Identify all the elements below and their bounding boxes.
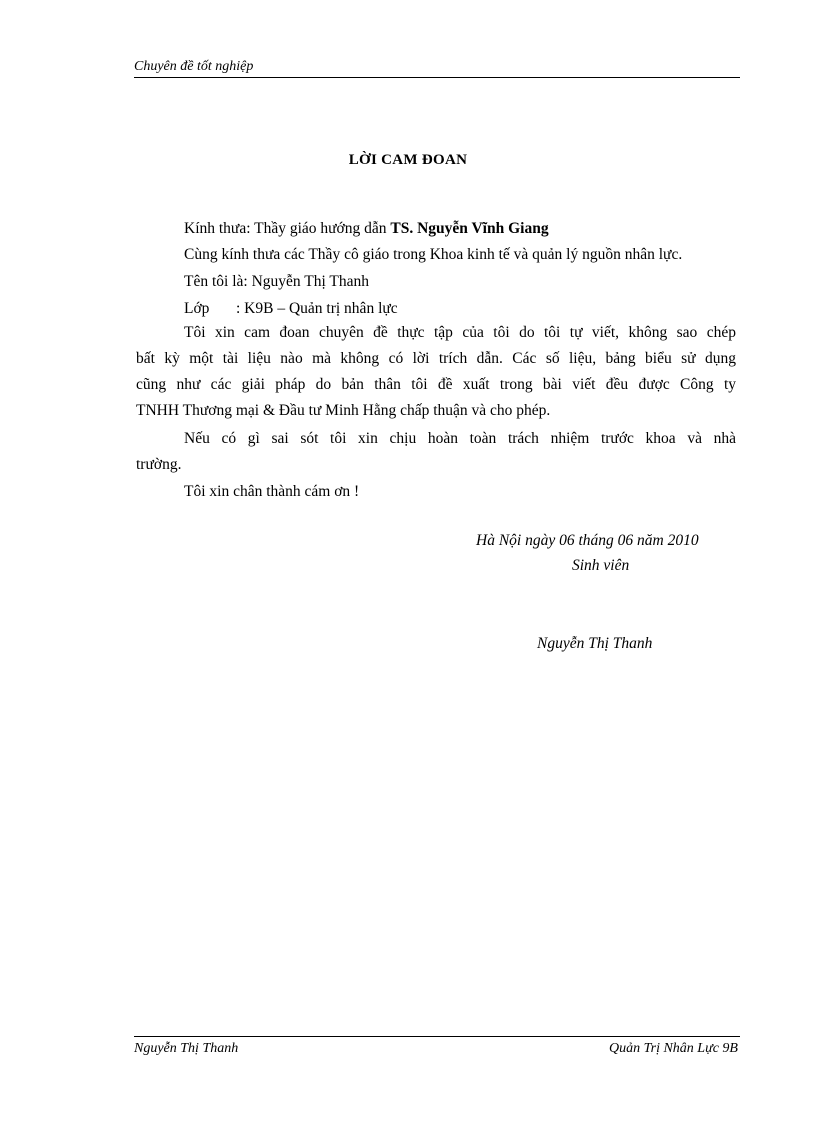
page-header [134, 58, 740, 78]
advisor-name: TS. Nguyễn Vĩnh Giang [390, 220, 549, 237]
paragraph-1-line-4: TNHH Thương mại & Đầu tư Minh Hằng chấp thuận và cho phép. [136, 402, 551, 419]
class-label: Lớp [184, 300, 210, 317]
paragraph-1-line-2: bất kỳ một tài liệu nào mà không có lời trích dẫn. Các số liệu, bảng biểu sử dụng [136, 350, 736, 367]
paragraph-2-line-1: Nếu có gì sai sót tôi xin chịu hoàn toàn trách nhiệm trước khoa và nhà [184, 430, 736, 447]
closing-line: Tôi xin chân thành cám ơn ! [184, 483, 360, 500]
signature-place-date: Hà Nội ngày 06 tháng 06 năm 2010 [476, 532, 699, 549]
signature-name: Nguyễn Thị Thanh [537, 635, 653, 652]
footer-author: Nguyễn Thị Thanh [134, 1041, 239, 1056]
paragraph-2-line-2: trường. [136, 456, 182, 473]
class-line [184, 299, 398, 319]
greeting-line [184, 219, 549, 239]
paragraph-1-line-3: cũng như các giải pháp do bản thân tôi đề xuất trong bài viết đều được Công ty [136, 376, 736, 393]
paragraph-1-line-1: Tôi xin cam đoan chuyên đề thực tập của tôi do tôi tự viết, không sao chép [184, 324, 736, 341]
footer-divider [134, 1036, 740, 1037]
header-text: Chuyên đề tốt nghiệp [134, 59, 254, 74]
greeting-prefix: Kính thưa: Thầy giáo hướng dẫn [184, 220, 391, 237]
footer-class: Quản Trị Nhân Lực 9B [609, 1041, 738, 1056]
class-value: : K9B – Quản trị nhân lực [236, 300, 398, 317]
greeting-line-2: Cùng kính thưa các Thầy cô giáo trong Khoa kinh tế và quản lý nguồn nhân lực. [184, 246, 683, 263]
signature-role: Sinh viên [572, 557, 630, 574]
student-name-line: Tên tôi là: Nguyễn Thị Thanh [184, 273, 369, 290]
document-title: LỜI CAM ĐOAN [348, 152, 468, 168]
